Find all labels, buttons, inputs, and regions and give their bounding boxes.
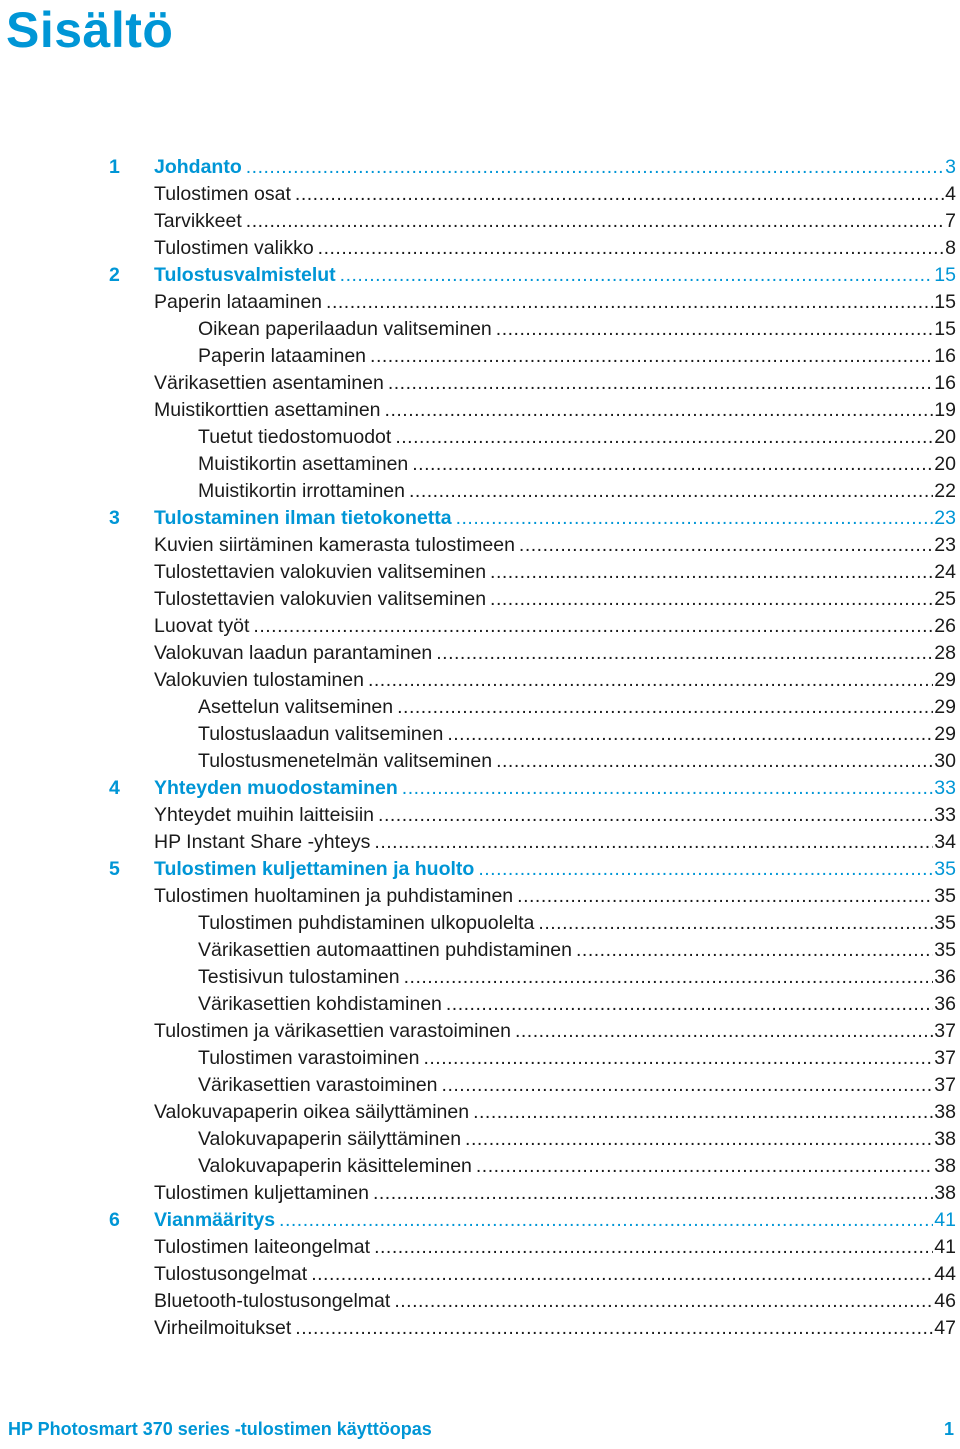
toc-dot-leader [340,262,934,289]
toc-entry[interactable] [0,586,960,613]
toc-entry-title: Muistikortin irrottaminen [198,480,405,502]
toc-chapter-number: 4 [109,777,120,799]
toc-entry[interactable] [0,694,960,721]
toc-entry-line [198,478,956,505]
toc-entry[interactable] [0,1180,960,1207]
toc-dot-leader [295,181,944,208]
toc-page-number: 37 [934,1020,956,1042]
toc-entry-line [198,316,956,343]
footer-page-number: 1 [943,1419,954,1439]
toc-entry-line [154,883,956,910]
toc-dot-leader [496,316,934,343]
toc-entry[interactable] [0,181,960,208]
toc-dot-leader [515,1018,933,1045]
toc-page-number: 15 [934,318,956,340]
toc-dot-leader [370,343,933,370]
toc-entry-title: Tulostimen puhdistaminen ulkopuolelta [198,912,535,934]
toc-page-number: 4 [945,183,956,205]
toc-chapter-title: Tulostusvalmistelut [154,264,336,286]
toc-page-number: 46 [934,1290,956,1312]
toc-dot-leader [253,613,933,640]
toc-entry-title: Tuetut tiedostomuodot [198,426,392,448]
toc-entry[interactable] [0,1261,960,1288]
toc-entry[interactable] [0,1288,960,1315]
toc-dot-leader [385,397,934,424]
toc-entry-title: Tulostimen ja värikasettien varastoiminen [154,1020,511,1042]
toc-page-number: 37 [934,1074,956,1096]
toc-dot-leader [496,748,933,775]
toc-dot-leader [447,721,933,748]
toc-page-number: 37 [934,1047,956,1069]
toc-entry-line [154,1099,956,1126]
toc-entry-title: Paperin lataaminen [198,345,367,367]
toc-page-number: 38 [934,1101,956,1123]
toc-entry-line [198,910,956,937]
toc-entry-line [198,1045,956,1072]
toc-page-number: 7 [945,210,956,232]
toc-chapter-title: Tulostaminen ilman tietokonetta [154,507,452,529]
toc-entry-title: Värikasettien varastoiminen [198,1074,438,1096]
toc-dot-leader [576,937,933,964]
toc-entry-title: Tulostimen huoltaminen ja puhdistaminen [154,885,514,907]
toc-dot-leader [473,1099,933,1126]
toc-entry-title: Tulostimen valikko [154,237,314,259]
toc-page-number: 23 [934,534,956,556]
toc-entry[interactable] [0,532,960,559]
toc-chapter-title: Vianmääritys [154,1209,276,1231]
toc-entry[interactable] [0,1315,960,1342]
toc-entry[interactable] [0,478,960,505]
toc-entry-line [154,775,956,802]
toc-entry[interactable] [0,937,960,964]
toc-page-number: 20 [934,453,956,475]
toc-entry[interactable] [0,289,960,316]
toc-entry-line [198,424,956,451]
toc-entry[interactable] [0,343,960,370]
toc-entry-line [154,667,956,694]
toc-entry-line [154,613,956,640]
toc-dot-leader [478,856,933,883]
toc-entry-line [154,829,956,856]
toc-entry[interactable] [0,964,960,991]
toc-page-number: 38 [934,1128,956,1150]
toc-entry-line [198,1126,956,1153]
toc-chapter-entry[interactable] [0,262,960,289]
toc-entry-title: HP Instant Share -yhteys [154,831,371,853]
toc-entry-line [198,694,956,721]
toc-dot-leader [412,451,933,478]
toc-entry-title: Tulostusongelmat [154,1263,308,1285]
toc-page-number: 15 [934,264,956,286]
toc-entry-line [154,802,956,829]
toc-entry-title: Asettelun valitseminen [198,696,394,718]
toc-page-number: 44 [934,1263,956,1285]
toc-chapter-title: Johdanto [154,156,242,178]
toc-entry[interactable] [0,235,960,262]
toc-entry-line [198,937,956,964]
toc-dot-leader [456,505,934,532]
toc-page-number: 25 [934,588,956,610]
toc-dot-leader [394,1288,933,1315]
toc-dot-leader [476,1153,933,1180]
toc-chapter-number: 6 [109,1209,120,1231]
toc-dot-leader [423,1045,933,1072]
toc-entry-line [154,1315,956,1342]
toc-entry-title: Paperin lataaminen [154,291,323,313]
toc-entry-title: Valokuvan laadun parantaminen [154,642,433,664]
toc-page-number: 35 [934,858,956,880]
toc-entry-line [154,208,956,235]
toc-entry-title: Testisivun tulostaminen [198,966,400,988]
toc-page-number: 23 [934,507,956,529]
toc-entry-line [154,640,956,667]
toc-entry-line [154,532,956,559]
toc-entry-line [154,397,956,424]
toc-dot-leader [490,586,933,613]
toc-entry[interactable] [0,829,960,856]
toc-page-number: 16 [934,372,956,394]
toc-dot-leader [446,991,933,1018]
table-of-contents [0,154,960,1342]
toc-page-number: 41 [934,1209,956,1231]
toc-entry[interactable] [0,667,960,694]
toc-entry-line [154,586,956,613]
toc-entry-line [198,1072,956,1099]
toc-entry-title: Värikasettien automaattinen puhdistaminen [198,939,572,961]
toc-entry[interactable] [0,721,960,748]
toc-page-number: 35 [934,939,956,961]
toc-dot-leader [436,640,933,667]
toc-page-number: 28 [934,642,956,664]
toc-entry[interactable] [0,1153,960,1180]
toc-entry-title: Tulostusmenetelmän valitseminen [198,750,493,772]
footer-title: HP Photosmart 370 series -tulostimen käyttöopas [8,1419,432,1439]
toc-entry[interactable] [0,559,960,586]
toc-entry-title: Tulostimen osat [154,183,291,205]
toc-entry-line [154,289,956,316]
toc-page-number: 33 [934,777,956,799]
toc-dot-leader [490,559,933,586]
toc-page-number: 33 [934,804,956,826]
toc-dot-leader [402,775,934,802]
toc-page-number: 24 [934,561,956,583]
toc-page-number: 36 [934,993,956,1015]
toc-entry[interactable] [0,1072,960,1099]
toc-entry[interactable] [0,1126,960,1153]
toc-dot-leader [326,289,933,316]
toc-entry[interactable] [0,1045,960,1072]
toc-entry-line [198,721,956,748]
toc-entry-line [198,991,956,1018]
toc-entry-line [154,505,956,532]
toc-chapter-title: Tulostimen kuljettaminen ja huolto [154,858,475,880]
toc-page-number: 20 [934,426,956,448]
toc-entry[interactable] [0,1018,960,1045]
toc-entry-title: Tulostettavien valokuvien valitseminen [154,561,487,583]
toc-page-number: 26 [934,615,956,637]
toc-chapter-number: 2 [109,264,120,286]
toc-dot-leader [397,694,933,721]
toc-page-number: 36 [934,966,956,988]
toc-entry-line [154,1207,956,1234]
toc-dot-leader [517,883,933,910]
toc-chapter-title: Yhteyden muodostaminen [154,777,398,799]
toc-entry[interactable] [0,316,960,343]
toc-entry[interactable] [0,451,960,478]
toc-entry-title: Tulostimen laiteongelmat [154,1236,371,1258]
toc-dot-leader [538,910,933,937]
toc-page-number: 8 [945,237,956,259]
toc-entry-line [198,964,956,991]
toc-entry-line [198,1153,956,1180]
toc-entry[interactable] [0,640,960,667]
toc-chapter-entry[interactable] [0,505,960,532]
toc-chapter-entry[interactable] [0,1207,960,1234]
toc-dot-leader [279,1207,933,1234]
toc-dot-leader [318,235,944,262]
toc-entry-title: Bluetooth-tulostusongelmat [154,1290,391,1312]
toc-page-number: 34 [934,831,956,853]
toc-entry-title: Tulostimen varastoiminen [198,1047,420,1069]
toc-chapter-number: 3 [109,507,120,529]
toc-entry-line [154,559,956,586]
toc-dot-leader [311,1261,933,1288]
toc-dot-leader [395,424,933,451]
toc-chapter-entry[interactable] [0,775,960,802]
toc-entry[interactable] [0,1099,960,1126]
toc-dot-leader [465,1126,933,1153]
toc-page-number: 35 [934,885,956,907]
toc-entry[interactable] [0,991,960,1018]
toc-entry-title: Muistikortin asettaminen [198,453,409,475]
toc-dot-leader [378,802,933,829]
toc-entry-line [154,1018,956,1045]
toc-dot-leader [368,667,933,694]
toc-page-number: 38 [934,1182,956,1204]
toc-dot-leader [404,964,934,991]
toc-entry-title: Värikasettien asentaminen [154,372,384,394]
toc-entry[interactable] [0,370,960,397]
page-title: Sisältö [6,2,174,58]
toc-entry[interactable] [0,397,960,424]
toc-dot-leader [246,154,944,181]
toc-entry-title: Valokuvapaperin oikea säilyttäminen [154,1101,470,1123]
toc-page-number: 19 [934,399,956,421]
toc-entry-title: Kuvien siirtäminen kamerasta tulostimeen [154,534,515,556]
toc-entry-line [198,748,956,775]
toc-entry-title: Luovat työt [154,615,250,637]
toc-entry[interactable] [0,910,960,937]
toc-dot-leader [388,370,933,397]
toc-entry-title: Virheilmoitukset [154,1317,292,1339]
toc-entry-title: Muistikorttien asettaminen [154,399,381,421]
toc-page-number: 29 [934,696,956,718]
toc-entry-title: Yhteydet muihin laitteisiin [154,804,375,826]
toc-entry-title: Tulostimen kuljettaminen [154,1182,369,1204]
toc-chapter-number: 5 [109,858,120,880]
toc-entry-line [154,856,956,883]
toc-entry-line [154,1234,956,1261]
toc-entry-line [154,1180,956,1207]
toc-page-number: 15 [934,291,956,313]
toc-dot-leader [295,1315,933,1342]
toc-entry[interactable] [0,748,960,775]
toc-dot-leader [374,829,933,856]
toc-page-number: 29 [934,723,956,745]
toc-entry-title: Oikean paperilaadun valitseminen [198,318,492,340]
toc-dot-leader [373,1180,933,1207]
toc-entry-line [154,370,956,397]
toc-entry[interactable] [0,208,960,235]
toc-dot-leader [246,208,944,235]
toc-dot-leader [442,1072,934,1099]
toc-page-number: 3 [945,156,956,178]
toc-entry[interactable] [0,802,960,829]
toc-dot-leader [409,478,933,505]
toc-entry-line [154,1261,956,1288]
toc-entry-line [154,262,956,289]
toc-entry-line [154,1288,956,1315]
toc-entry-title: Tulostettavien valokuvien valitseminen [154,588,487,610]
toc-page-number: 35 [934,912,956,934]
toc-chapter-entry[interactable] [0,856,960,883]
toc-chapter-entry[interactable] [0,154,960,181]
toc-entry[interactable] [0,883,960,910]
toc-entry[interactable] [0,424,960,451]
toc-entry-line [154,235,956,262]
toc-dot-leader [374,1234,933,1261]
toc-entry-title: Valokuvapaperin käsitteleminen [198,1155,472,1177]
toc-dot-leader [519,532,933,559]
toc-entry-title: Tulostuslaadun valitseminen [198,723,444,745]
toc-page-number: 41 [934,1236,956,1258]
toc-page-number: 22 [934,480,956,502]
toc-chapter-number: 1 [109,156,120,178]
toc-entry-line [198,343,956,370]
toc-page-number: 47 [934,1317,956,1339]
toc-page-number: 38 [934,1155,956,1177]
toc-entry-title: Valokuvapaperin säilyttäminen [198,1128,462,1150]
toc-entry-title: Värikasettien kohdistaminen [198,993,442,1015]
page-footer [0,1414,960,1444]
toc-entry[interactable] [0,613,960,640]
toc-page-number: 16 [934,345,956,367]
toc-entry-title: Valokuvien tulostaminen [154,669,364,691]
toc-entry-line [198,451,956,478]
toc-page-number: 29 [934,669,956,691]
toc-page-number: 30 [934,750,956,772]
toc-entry-line [154,181,956,208]
toc-entry-title: Tarvikkeet [154,210,242,232]
toc-entry-line [154,154,956,181]
toc-entry[interactable] [0,1234,960,1261]
